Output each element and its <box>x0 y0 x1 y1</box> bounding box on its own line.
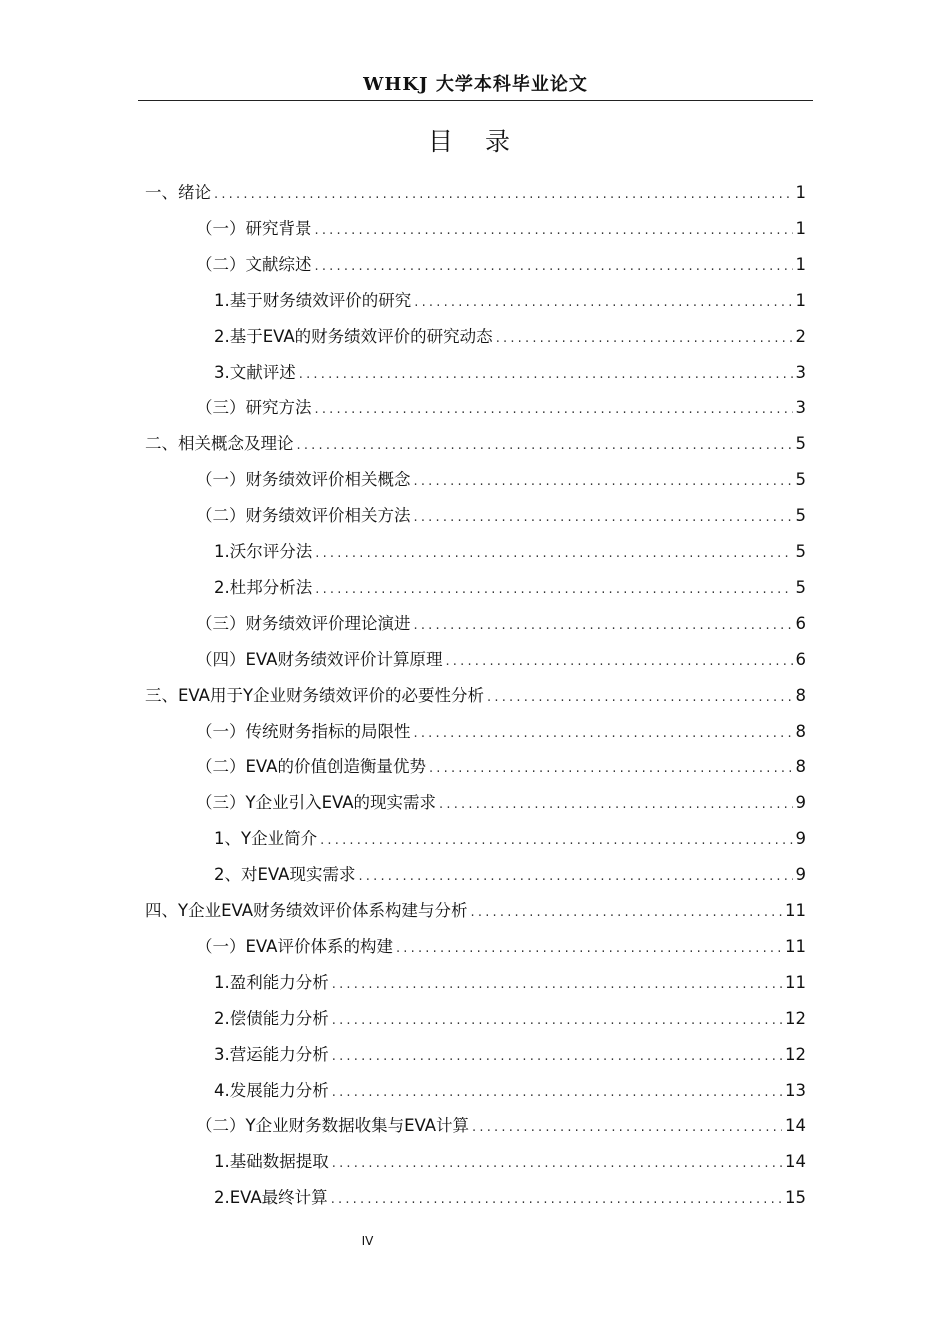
toc-dot-leader <box>214 178 793 212</box>
toc-entry[interactable] <box>214 858 806 892</box>
toc-dot-leader <box>332 1004 782 1038</box>
toc-entry-title: （四）EVA财务绩效评价计算原理 <box>196 649 443 669</box>
toc-entry[interactable] <box>196 212 806 246</box>
toc-entry-page: 3 <box>795 398 806 418</box>
toc-dot-leader <box>414 465 793 499</box>
toc-entry-page: 14 <box>785 1116 806 1136</box>
toc-dot-leader <box>315 393 793 427</box>
toc-entry-title: （一）研究背景 <box>196 218 312 238</box>
toc-entry-title: （二）Y企业财务数据收集与EVA计算 <box>196 1116 470 1136</box>
toc-entry-title: （三）Y企业引入EVA的现实需求 <box>196 793 437 813</box>
toc-entry-page: 12 <box>785 1008 806 1028</box>
toc-dot-leader <box>358 860 792 894</box>
toc-entry-page: 8 <box>795 721 806 741</box>
toc-entry[interactable] <box>214 356 806 390</box>
toc-entry-page: 5 <box>795 506 806 526</box>
toc-dot-leader <box>445 645 792 679</box>
toc-entry[interactable] <box>196 248 806 282</box>
toc-entry-title: 2、对EVA现实需求 <box>214 865 356 885</box>
toc-entry-page: 1 <box>795 254 806 274</box>
header-title: WHKJ 大学本科毕业论文 <box>363 74 588 95</box>
toc-entry-page: 8 <box>795 757 806 777</box>
toc-dot-leader <box>332 968 782 1002</box>
toc-entry-title: 二、相关概念及理论 <box>145 434 294 454</box>
page-number: IV <box>361 1234 374 1248</box>
toc-entry-title: 4.发展能力分析 <box>214 1080 329 1100</box>
toc-entry-page: 11 <box>785 901 806 920</box>
toc-entry-title: 四、Y企业EVA财务绩效评价体系构建与分析 <box>145 901 468 920</box>
toc-entry-title: （三）研究方法 <box>196 398 312 418</box>
toc-dot-leader <box>472 1111 782 1145</box>
toc-entry-page: 8 <box>795 685 806 705</box>
toc-dot-leader <box>332 1040 782 1074</box>
toc-dot-leader <box>315 214 793 248</box>
toc-entry-page: 6 <box>795 649 806 669</box>
toc-entry-title: 2.EVA最终计算 <box>214 1188 328 1208</box>
toc-entry[interactable] <box>214 571 806 605</box>
toc-dot-leader <box>439 788 792 822</box>
toc-dot-leader <box>496 322 793 356</box>
toc-entry-title: 2.基于EVA的财务绩效评价的研究动态 <box>214 326 493 346</box>
toc-entry-page: 9 <box>795 829 806 849</box>
toc-entry[interactable] <box>196 1109 806 1143</box>
toc-entry-title: （一）传统财务指标的局限性 <box>196 721 411 741</box>
toc-entry-page: 5 <box>795 577 806 597</box>
toc-entry[interactable] <box>145 679 806 713</box>
toc-entry[interactable] <box>196 643 806 677</box>
toc-entry[interactable] <box>214 1002 806 1036</box>
toc-entry-page: 9 <box>795 865 806 885</box>
toc-entry-title: （二）财务绩效评价相关方法 <box>196 506 411 526</box>
toc-entry-page: 9 <box>795 793 806 813</box>
toc-title: 目 录 <box>428 127 522 156</box>
toc-entry-title: 1.盈利能力分析 <box>214 972 329 992</box>
toc-entry-page: 1 <box>795 183 806 202</box>
toc-entry[interactable] <box>196 607 806 641</box>
toc-entry[interactable] <box>196 715 806 749</box>
toc-entry-page: 5 <box>795 434 806 454</box>
toc-entry-page: 5 <box>795 542 806 561</box>
toc-dot-leader <box>332 1076 782 1110</box>
toc-entry-title: （二）EVA的价值创造衡量优势 <box>196 757 426 777</box>
toc-entry[interactable] <box>214 966 806 1000</box>
toc-entry-page: 13 <box>785 1080 806 1100</box>
toc-entry-page: 5 <box>795 470 806 490</box>
toc-entry-title: 一、绪论 <box>145 183 211 202</box>
toc-entry[interactable] <box>214 822 806 856</box>
toc-dot-leader <box>315 573 792 607</box>
toc-entry-page: 15 <box>785 1188 806 1208</box>
toc-dot-leader <box>320 824 792 858</box>
toc-entry-page: 2 <box>795 326 806 346</box>
toc-entry-title: 2.偿债能力分析 <box>214 1008 329 1028</box>
toc-entry-title: （一）EVA评价体系的构建 <box>196 936 393 956</box>
toc-entry-page: 11 <box>785 936 806 956</box>
toc-entry[interactable] <box>196 750 806 784</box>
toc-entry-title: 1.基础数据提取 <box>214 1152 329 1172</box>
toc-entry-title: 3.文献评述 <box>214 362 296 382</box>
toc-entry-page: 14 <box>785 1152 806 1172</box>
toc-dot-leader <box>414 286 792 320</box>
toc-dot-leader <box>414 609 793 643</box>
toc-dot-leader <box>471 896 782 930</box>
toc-entry[interactable] <box>214 1181 806 1215</box>
toc-entry-title: 1、Y企业简介 <box>214 829 318 849</box>
toc-entry[interactable] <box>214 284 806 318</box>
toc-entry[interactable] <box>214 320 806 354</box>
toc-entry-title: （二）文献综述 <box>196 254 312 274</box>
toc-dot-leader <box>315 537 792 571</box>
toc-entry[interactable] <box>145 894 806 928</box>
toc-entry[interactable] <box>196 391 806 425</box>
toc-dot-leader <box>315 250 793 284</box>
toc-dot-leader <box>487 681 792 715</box>
toc-dot-leader <box>331 1183 782 1217</box>
page-header <box>138 70 813 101</box>
toc-entry[interactable] <box>196 463 806 497</box>
toc-dot-leader <box>429 752 793 786</box>
toc-entry-page: 11 <box>785 972 806 992</box>
toc-entry-title: 3.营运能力分析 <box>214 1044 329 1064</box>
toc-entry-title: 1.基于财务绩效评价的研究 <box>214 290 412 310</box>
toc-entry[interactable] <box>145 427 806 461</box>
toc-dot-leader <box>299 358 793 392</box>
toc-entry-page: 6 <box>795 613 806 633</box>
toc-entry-title: （一）财务绩效评价相关概念 <box>196 470 411 490</box>
toc-entry[interactable] <box>214 1074 806 1108</box>
toc-entry[interactable] <box>214 1038 806 1072</box>
toc-entry-title: 2.杜邦分析法 <box>214 577 313 597</box>
toc-entry[interactable] <box>196 786 806 820</box>
toc-entry-page: 12 <box>785 1044 806 1064</box>
toc-entry[interactable] <box>214 535 806 569</box>
toc-entry-page: 1 <box>795 218 806 238</box>
toc-dot-leader <box>414 717 793 751</box>
toc-dot-leader <box>297 429 793 463</box>
toc-entry[interactable] <box>145 176 806 210</box>
toc-entry-page: 3 <box>795 362 806 382</box>
toc-entry[interactable] <box>196 930 806 964</box>
toc-entry-title: 1.沃尔评分法 <box>214 542 313 561</box>
toc-dot-leader <box>332 1147 782 1181</box>
toc-entry-title: 三、EVA用于Y企业财务绩效评价的必要性分析 <box>145 685 485 705</box>
toc-entry-page: 1 <box>795 290 806 310</box>
toc-dot-leader <box>414 501 793 535</box>
toc-entry-title: （三）财务绩效评价理论演进 <box>196 613 411 633</box>
toc-entry[interactable] <box>196 499 806 533</box>
toc-dot-leader <box>396 932 782 966</box>
toc-entry[interactable] <box>214 1145 806 1179</box>
